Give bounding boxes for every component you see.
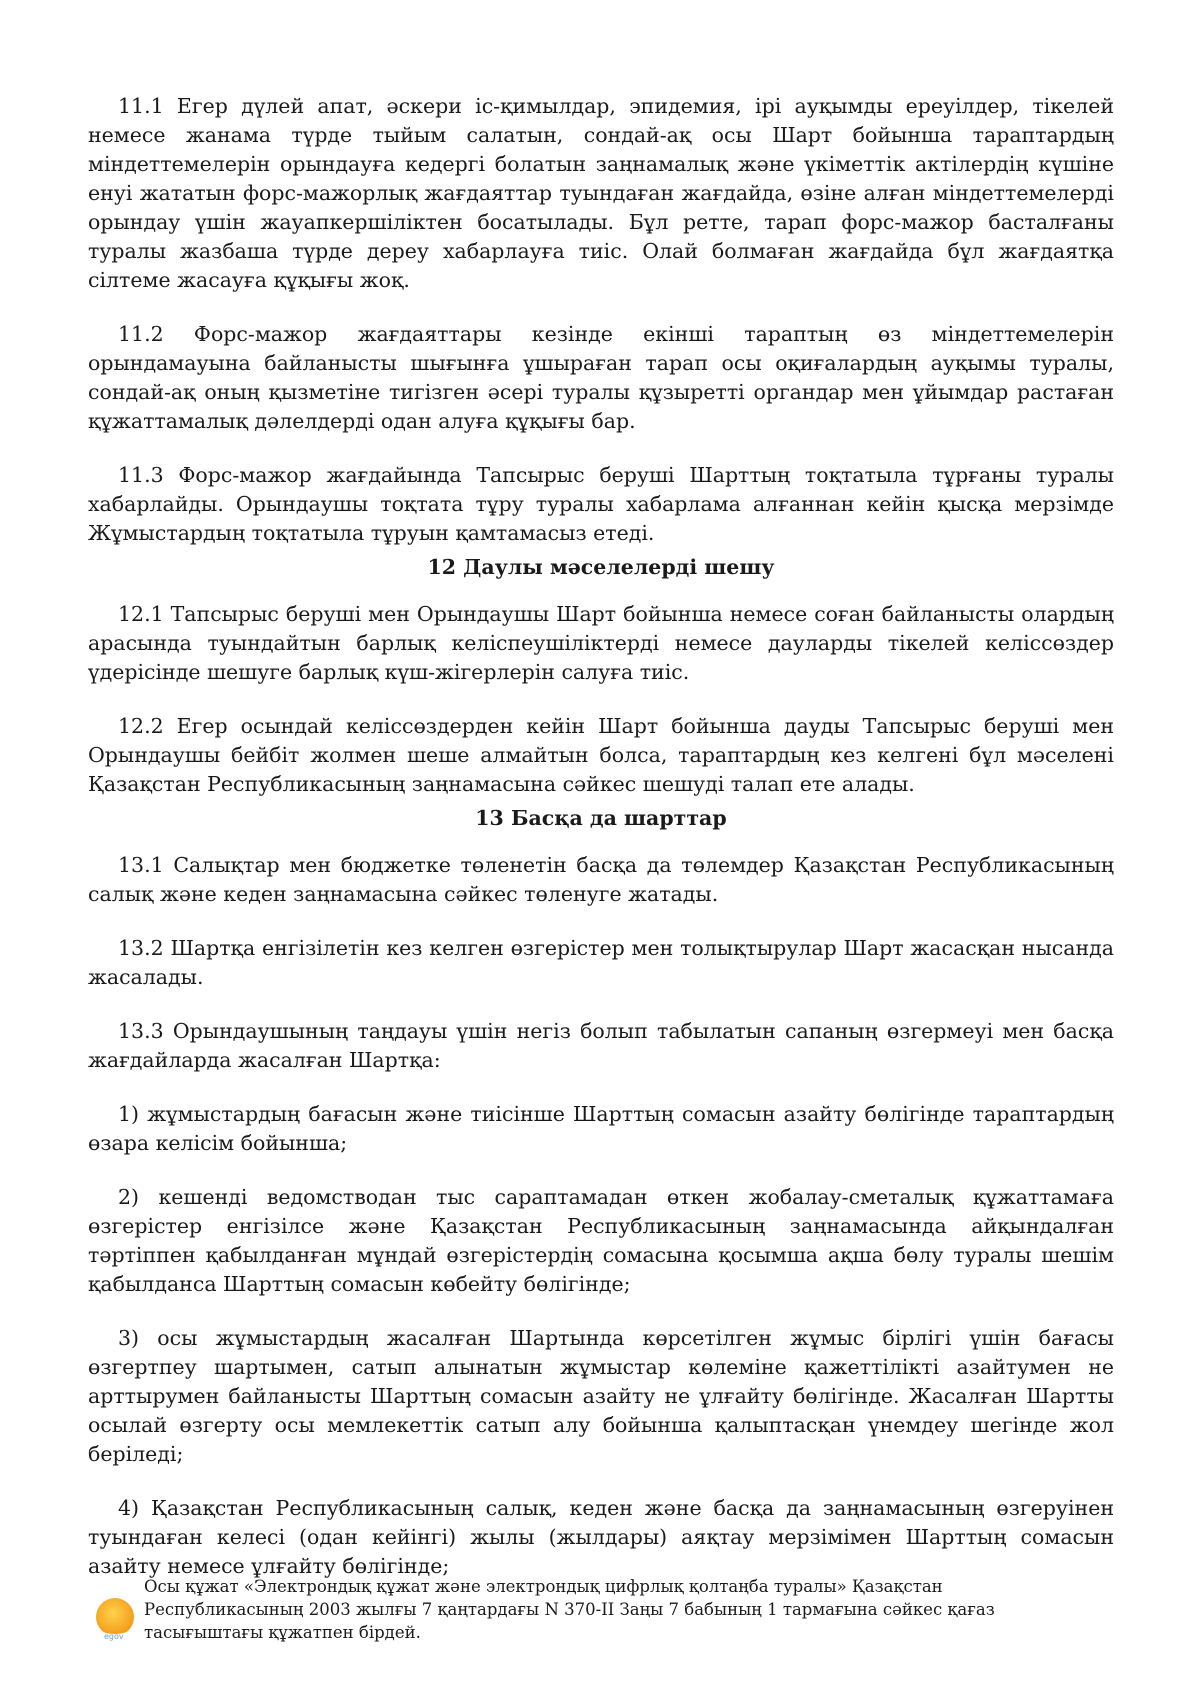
document-body (88, 92, 1114, 1581)
list-item-4: 4) Қазақстан Республикасының салық, кеден және басқа да заңнамасының өзгеруінен туындаған келесі (одан кейінгі) жылы (жылдары) аяқтау мерзімімен Шарттың сомасын азайту немесе ұлғайту бөлігінде; (88, 1496, 1114, 1578)
paragraph-12-1: 12.1 Тапсырыс беруші мен Орындаушы Шарт бойынша немесе соған байланысты олардың арасында туындайтын барлық келіспеушіліктерді немесе дауларды тікелей келіссөздер үдерісінде шешуге барлық күш-жігерлерін салуға тиіс. (88, 602, 1114, 684)
section-heading-13: 13 Басқа да шарттар (475, 806, 727, 830)
paragraph-11-3: 11.3 Форс-мажор жағдайында Тапсырыс беруші Шарттың тоқтатыла тұрғаны туралы хабарлайды. Орындаушы тоқтата тұру туралы хабарлама алғаннан кейін қысқа мерзімде Жұмыстардың тоқтатыла тұруын қамтамасыз етеді. (88, 463, 1114, 545)
list-item-1: 1) жұмыстардың бағасын және тиісінше Шарттың сомасын азайту бөлігінде тараптардың өзара келісім бойынша; (88, 1102, 1114, 1155)
section-heading-12: 12 Даулы мәселелерді шешу (427, 555, 775, 579)
paragraph-11-1: 11.1 Егер дүлей апат, әскери іс-қимылдар, эпидемия, ірі ауқымды ереуілдер, тікелей немесе жанама түрде тыйым салатын, сондай-ақ осы Шарт бойынша тараптардың міндеттемелерін орындауға кедергі болатын заңнамалық және үкіметтік актілердің күшіне енуі жататын форс-мажорлық жағдаяттар туындаған жағдайда, өзіне алған міндеттемелерді орындау үшін жауапкершіліктен босатылады. Бұл ретте, тарап форс-мажор басталғаны туралы жазбаша түрде дереу хабарлауға тиіс. Олай болмаған жағдайда бұл жағдаятқа сілтеме жасауға құқығы жоқ. (88, 94, 1114, 292)
svg-text:egov: egov (104, 1632, 124, 1641)
paragraph-13-3: 13.3 Орындаушының таңдауы үшін негіз болып табылатын сапаның өзгермеуі мен басқа жағдайларда жасалған Шартқа: (88, 1019, 1114, 1072)
paragraph-11-2: 11.2 Форс-мажор жағдаяттары кезінде екінші тараптың өз міндеттемелерін орындамауына байланысты шығынға ұшыраған тарап осы оқиғалардың ауқымы туралы, сондай-ақ оның қызметіне тигізген әсері туралы құзыретті органдар мен ұйымдар растаған құжаттамалық дәлелдерді одан алуға құқығы бар. (88, 322, 1114, 433)
footer (90, 1575, 1090, 1651)
paragraph-13-2: 13.2 Шартқа енгізілетін кез келген өзгерістер мен толықтырулар Шарт жасасқан нысанда жасалады. (88, 936, 1114, 989)
list-item-2: 2) кешенді ведомстводан тыс сараптамадан өткен жобалау-сметалық құжаттамаға өзгерістер енгізілсе және Қазақстан Республикасының заңнамасында айқындалған тәртіппен қабылданған мұндай өзгерістердің сомасына қосымша ақша бөлу туралы шешім қабылданса Шарттың сомасын көбейту бөлігінде; (88, 1185, 1114, 1296)
paragraph-12-2: 12.2 Егер осындай келіссөздерден кейін Шарт бойынша дауды Тапсырыс беруші мен Орындаушы бейбіт жолмен шеше алмайтын болса, тараптардың кез келгені бұл мәселені Қазақстан Республикасының заңнамасына сәйкес шешуді талап ете алады. (88, 714, 1114, 796)
paragraph-13-1: 13.1 Салықтар мен бюджетке төленетін басқа да төлемдер Қазақстан Республикасының салық және кеден заңнамасына сәйкес төленуге жатады. (88, 853, 1114, 906)
list-item-3: 3) осы жұмыстардың жасалған Шартында көрсетілген жұмыс бірлігі үшін бағасы өзгертпеу шартымен, сатып алынатын жұмыстар көлеміне қажеттілікті азайтумен не арттырумен байланысты Шарттың сомасын азайту не ұлғайту бөлігінде. Жасалған Шартты осылай өзгерту осы мемлекеттік сатып алу бойынша қалыптасқан үнемдеу шегінде жол беріледі; (88, 1326, 1114, 1466)
footer-legal-note: Осы құжат «Электрондық құжат және электрондық цифрлық қолтаңба туралы» Қазақстан Республикасының 2003 жылғы 7 қаңтардағы N 370-II Заңы 7 бабының 1 тармағына сәйкес қағаз тасығыштағы құжатпен бірдей. (144, 1577, 995, 1642)
egov-sun-logo-icon (90, 1595, 140, 1645)
